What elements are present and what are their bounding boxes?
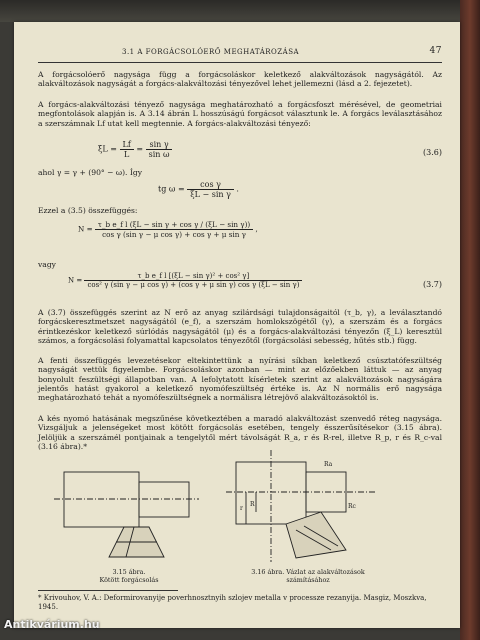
label-R: R: [250, 501, 255, 508]
paragraph-relation: Ezzel a (3.5) összefüggés:: [38, 206, 138, 215]
book-page: [14, 22, 460, 628]
paragraph-where: ahol γ = γ + (90° − ω). Így: [38, 168, 143, 177]
book-binding: [460, 0, 480, 640]
page-number: 47: [429, 46, 442, 56]
equation-number: (3.6): [423, 148, 442, 157]
footnote: * Krivouhov, V. A.: Deformirovanyije poverhnosztnyih szlojev metalla v processze rezanyija. Masgiz, Moszkva, 1945.: [38, 594, 427, 611]
equation-tg: tg ω = $\frac{\text{cos γ}}{\text{ξL − sin γ}}$ .: [158, 180, 239, 199]
section-title: 3.1 A FORGÁCSOLÓERŐ MEGHATÁROZÁSA: [122, 48, 300, 56]
paragraph-bound-cutting: A kés nyomó hatásának megszűnése következtében a maradó alakváltozást szenvedő réteg nagysága. Vizsgáljuk a jelenségeket most kötött forgácsolás esetében, tengely ésszerűsítésekor (3.15 ábra). Jelöljük a szerszámél pontjainak a tengelytől mért távolságát R_a, r és R-rel, illetve R_p, r és R_c-val (3.16 ábra).*: [38, 414, 442, 451]
figure-3-15-caption: 3.15 ábra. Kötött forgácsolás: [99, 568, 159, 584]
footnote-divider: [38, 590, 178, 591]
equation-number: (3.7): [423, 280, 442, 289]
figure-3-16-drawing: [226, 450, 386, 562]
watermark-logo: Antikvárium.hu: [4, 618, 100, 631]
equation-3-7: N = τ_b e_f l [(ξL − sin γ)² + cos² γ] cos² γ (sin γ − μ cos γ) + (cos γ + μ sin γ) cos γ (ξL − sin γ) (3.7): [68, 272, 442, 289]
scan-top-edge: [0, 0, 480, 22]
paragraph-method: A forgács-alakváltozási tényező nagysága meghatározható a forgácsfoszt mérésével, de geometriai megfontolások alapján is. A 3.14 ábrán L hosszúságú forgácsot választunk le. A forgács leválasztásához a szerszámnak Lf utat kell megtennie. A forgács-alakváltozási tényező:: [38, 100, 442, 128]
running-header: [38, 44, 442, 63]
paragraph-stress: A fenti összefüggés levezetésekor eltekintettünk a nyírási síkban keletkező csúsztatófeszültség nagyságát vettük figyelembe. Forgácsoláskor azonban — mint az előzőekben láttuk — az anyag bonyolult feszültségi állapotban van. A lefolytatott kísérletek szerint az alakváltozások nagyságára jelentős hatást gyakorol a keletkező nyomófeszültség értéke is. Az N normális erő nagysága meghatározható tehát a nyomófeszültségnek a normálisra létrejövő alakváltozásoktól is.: [38, 356, 442, 403]
label-Rc: Rc: [348, 503, 356, 510]
equation-n-first: N = $\frac{\text{τ\_b e\_f l (ξL − sin γ + cos γ / (ξL − sin γ))}}{\text{cos γ (sin γ − μ cos γ) + cos γ + μ sin γ}}$ ,: [78, 220, 258, 239]
label-Ra: Ra: [324, 461, 333, 468]
paragraph-or: vagy: [38, 260, 56, 269]
equation-3-6: ξL = $\frac{Lf}{L}$ = $\frac{\text{sin γ}}{\text{sin ω}}$ (3.6): [98, 140, 442, 159]
label-r: r: [240, 505, 243, 512]
paragraph-dependency: A (3.7) összefüggés szerint az N erő az anyag szilárdsági tulajdonságaitól (τ_b, γ), a leválasztandó forgácskeresztmetszet nagyságától (e_f), a szerszám homlokszögétől (γ), a szerszám és a forgács érintkezéskor keletkező súrlódás nagyságától (μ) és a forgács-alakváltozási tényezőn (ξ_L) keresztül számos, a forgácsolási folyamattal kapcsolatos tényezőtől (forgácsolási sebesség, hűtés stb.) függ.: [38, 308, 442, 345]
figure-3-16-caption: 3.16 ábra. Vázlat az alakváltozások számításához: [251, 568, 365, 584]
figure-3-15-drawing: [54, 462, 204, 562]
paragraph-intro: A forgácsolóerő nagysága függ a forgácsoláskor keletkező alakváltozások nagyságától. Az alakváltozások nagyságát a forgács-alakváltozási tényezővel lehet jellemezni (lásd a 2. fejezetet).: [38, 70, 442, 89]
